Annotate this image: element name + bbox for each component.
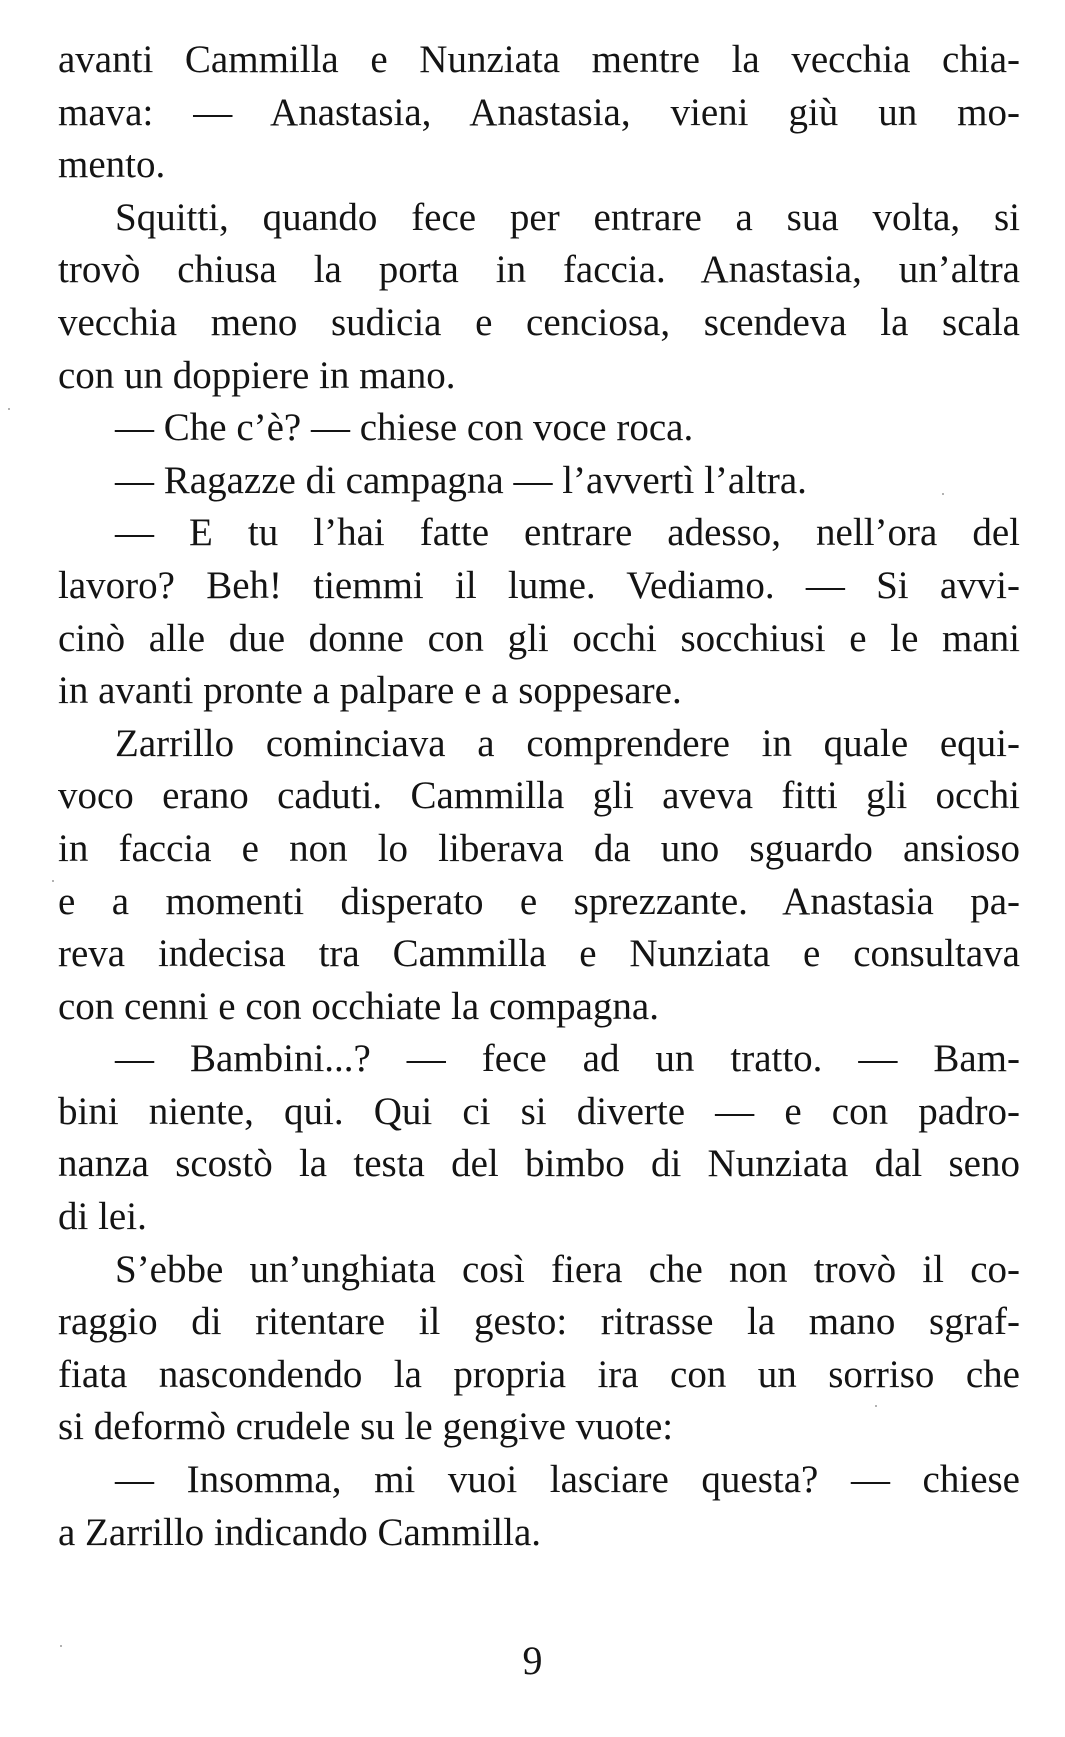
text-line-19: con cenni e con occhiate la compagna. [58, 984, 659, 1028]
scan-speck [60, 1645, 62, 1647]
text-line-1: avanti Cammilla e Nunziata mentre la vecchia chia- [58, 38, 1020, 81]
text-line-12: cinò alle due donne con gli occhi socchiusi e le mani [58, 616, 1020, 660]
text-line-8: — Che c’è? — chiese con voce roca. [115, 406, 694, 450]
text-line-11: lavoro? Beh! tiemmi il lume. Vediamo. — Si avvi- [58, 563, 1020, 607]
text-line-18: reva indecisa tra Cammilla e Nunziata e consultava [58, 932, 1020, 976]
text-line-2: mava: — Anastasia, Anastasia, vieni giù un mo- [58, 90, 1020, 134]
text-line-4: Squitti, quando fece per entrare a sua volta, si [115, 195, 1020, 239]
text-line-26: fiata nascondendo la propria ira con un sorriso che [58, 1352, 1020, 1396]
text-line-16: in faccia e non lo liberava da uno sguardo ansioso [58, 826, 1020, 870]
text-line-27: si deformò crudele su le gengive vuote: [58, 1405, 674, 1449]
text-line-6: vecchia meno sudicia e cenciosa, scendeva la scala [58, 300, 1020, 344]
text-line-23: di lei. [58, 1195, 147, 1239]
scan-speck [875, 1405, 877, 1407]
text-line-10: — E tu l’hai fatte entrare adesso, nell’ora del [115, 511, 1020, 555]
text-line-28: — Insomma, mi vuoi lasciare questa? — chiese [115, 1458, 1020, 1502]
text-line-14: Zarrillo cominciava a comprendere in quale equi- [115, 721, 1020, 765]
text-line-13: in avanti pronte a palpare e a soppesare. [58, 669, 682, 713]
body-text [58, 34, 1020, 1559]
text-line-20: — Bambini...? — fece ad un tratto. — Bam- [115, 1037, 1020, 1081]
text-line-5: trovò chiusa la porta in faccia. Anastasia, un’altra [58, 248, 1020, 292]
text-line-24: S’ebbe un’unghiata così fiera che non trovò il co- [115, 1247, 1020, 1291]
text-line-9: — Ragazze di campagna — l’avvertì l’altra. [115, 458, 807, 502]
text-line-21: bini niente, qui. Qui ci si diverte — e con padro- [58, 1089, 1020, 1133]
scan-speck [8, 408, 10, 410]
scan-speck [52, 880, 54, 882]
text-line-15: voco erano caduti. Cammilla gli aveva fitti gli occhi [58, 774, 1020, 818]
text-line-7: con un doppiere in mano. [58, 353, 456, 397]
text-line-25: raggio di ritentare il gesto: ritrasse la mano sgraf- [58, 1300, 1020, 1344]
scan-speck [942, 493, 944, 495]
text-line-3: mento. [58, 143, 166, 187]
text-line-22: nanza scostò la testa del bimbo di Nunziata dal seno [58, 1142, 1020, 1186]
text-line-29: a Zarrillo indicando Cammilla. [58, 1510, 542, 1554]
text-line-17: e a momenti disperato e sprezzante. Anastasia pa- [58, 879, 1020, 923]
page-number: 9 [522, 1638, 543, 1683]
